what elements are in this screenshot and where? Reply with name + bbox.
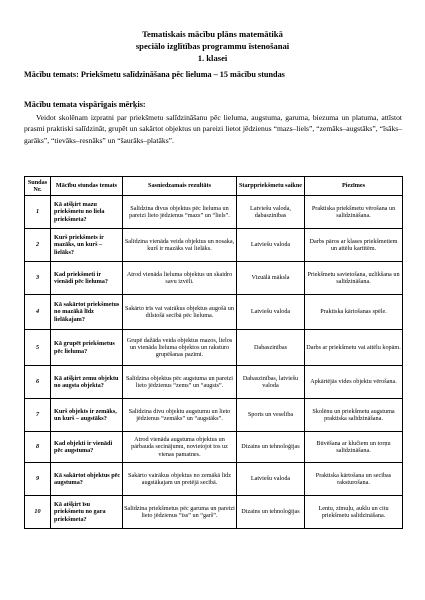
row-link: Dizains un tehnoloģijas bbox=[237, 496, 305, 529]
row-number: 10 bbox=[25, 496, 51, 529]
lesson-plan-table bbox=[24, 176, 403, 529]
row-number: 6 bbox=[25, 366, 51, 399]
table-row bbox=[25, 262, 403, 295]
title-line-1: Tematiskais mācību plāns matemātikā bbox=[142, 29, 283, 39]
table-header-row bbox=[25, 177, 403, 196]
row-result: Salīdzina objektus pēc augstuma un pareizi lieto jēdzienus “zems” un “augsts”. bbox=[123, 366, 237, 399]
header-nr: Sundas Nr. bbox=[25, 177, 51, 196]
row-topic: Kurš objekts ir zemāks, un kurš – augstāks? bbox=[51, 399, 123, 432]
row-notes: Apkārtējās vides objektu vērošana. bbox=[305, 366, 403, 399]
row-notes: Būvēšana ar klučiem un torņu salīdzināšana. bbox=[305, 432, 403, 463]
row-number: 3 bbox=[25, 262, 51, 295]
title-line-2: speciālo izglītības programmu īstenošanai bbox=[135, 41, 290, 51]
row-link: Dabaszinības bbox=[237, 330, 305, 366]
row-link: Dizains un tehnoloģijas bbox=[237, 432, 305, 463]
table-row bbox=[25, 463, 403, 496]
row-number: 9 bbox=[25, 463, 51, 496]
row-result: Atrod vienāda lieluma objektus un skaidro savu izvēli. bbox=[123, 262, 237, 295]
row-link: Dabaszinības, latviešu valoda bbox=[237, 366, 305, 399]
table-row bbox=[25, 399, 403, 432]
table-row bbox=[25, 295, 403, 330]
header-topic: Mācību stundas temats bbox=[51, 177, 123, 196]
row-link: Sports un veselība bbox=[237, 399, 305, 432]
row-result: Sakārto trīs vai vairākus objektus augošā un dilstošā secībā pēc lieluma. bbox=[123, 295, 237, 330]
table-row bbox=[25, 229, 403, 262]
row-result: Sakārto vairākus objektus no zemākā līdz augstākajam un pretējā secībā. bbox=[123, 463, 237, 496]
table-row bbox=[25, 366, 403, 399]
row-number: 7 bbox=[25, 399, 51, 432]
row-result: Salīdzina priekšmetus pēc garuma un pareizi lieto jēdzienus “īss” un “garš”. bbox=[123, 496, 237, 529]
row-topic: Kā atšķirt īsu priekšmetu no gara priekšmeta? bbox=[51, 496, 123, 529]
objective-heading: Mācību temata vispārīgais mērķis: bbox=[24, 100, 146, 109]
row-number: 4 bbox=[25, 295, 51, 330]
table-row bbox=[25, 496, 403, 529]
row-topic: Kā atšķirt zemu objektu no augsta objekta? bbox=[51, 366, 123, 399]
row-result: Salīdzina divus objektus pēc lieluma un pareizi lieto jēdzienus “mazs” un “liels”. bbox=[123, 196, 237, 229]
row-topic: Kā sakārtot objektus pēc augstuma? bbox=[51, 463, 123, 496]
title-line-3: 1. klasei bbox=[197, 53, 228, 63]
row-notes: Lentu, zīmuļu, auklu un citu priekšmetu salīdzināšana. bbox=[305, 496, 403, 529]
row-topic: Kā grupēt priekšmetus pēc lieluma? bbox=[51, 330, 123, 366]
row-number: 8 bbox=[25, 432, 51, 463]
objective-text: Veidot skolēnam izpratni par priekšmetu salīdzināšanu pēc lieluma, augstuma, garuma, biezuma un platuma, attīstot prasmi praktiski salīdzināt, grupēt un sakārtot objektus un pareizi lietot jēdzienus “mazs–liels”, “zemāks–augstāks”, “īsāks–garāks”, “tievāks–resnāks” un “šaurāks–platāks”. bbox=[24, 113, 402, 145]
header-link: Starppriekšmetu saikne bbox=[237, 177, 305, 196]
row-topic: Kā sakārtot priekšmetus no mazākā līdz lielākajam? bbox=[51, 295, 123, 330]
row-link: Latviešu valoda bbox=[237, 295, 305, 330]
row-notes: Priekšmetu savietošana, uzlikšana un salīdzināšana. bbox=[305, 262, 403, 295]
row-topic: Kurš priekšmets ir mazāks, un kurš – lielāks? bbox=[51, 229, 123, 262]
row-link: Latviešu valoda bbox=[237, 463, 305, 496]
table-row bbox=[25, 330, 403, 366]
row-topic: Kā atšķirt mazu priekšmetu no liela priekšmeta? bbox=[51, 196, 123, 229]
document-title bbox=[0, 28, 425, 64]
subject-line: Mācību temats: Priekšmetu salīdzināšana pēc lieluma – 15 mācību stundas bbox=[24, 70, 285, 79]
row-number: 5 bbox=[25, 330, 51, 366]
row-notes: Darbs pāros ar klases priekšmetiem un attēlu kartītēm. bbox=[305, 229, 403, 262]
row-notes: Praktiska kārtošana un secības raksturošana. bbox=[305, 463, 403, 496]
row-result: Salīdzina divu objektu augstumu un lieto jēdzienus “zemāks” un “augstāks”. bbox=[123, 399, 237, 432]
row-notes: Praktiska kārtošanas spēle. bbox=[305, 295, 403, 330]
row-link: Vizuālā māksla bbox=[237, 262, 305, 295]
row-number: 2 bbox=[25, 229, 51, 262]
table-row bbox=[25, 196, 403, 229]
row-topic: Kad objekti ir vienādi pēc augstuma? bbox=[51, 432, 123, 463]
row-topic: Kad priekšmeti ir vienādi pēc lieluma? bbox=[51, 262, 123, 295]
row-result: Grupē dažāda veida objektus mazos, lielos un vienāda lieluma objektos un raksturo grupēšanas pazīmi. bbox=[123, 330, 237, 366]
table-body bbox=[25, 196, 403, 529]
row-notes: Darbs ar priekšmetu vai attēlu kopām. bbox=[305, 330, 403, 366]
row-result: Salīdzina vienāda veida objektus un nosaka, kurš ir mazāks vai lielāks. bbox=[123, 229, 237, 262]
row-link: Latviešu valoda, dabaszinības bbox=[237, 196, 305, 229]
row-link: Latviešu valoda bbox=[237, 229, 305, 262]
row-notes: Praktiska priekšmetu vērošana un salīdzināšana. bbox=[305, 196, 403, 229]
row-notes: Skolēnu un priekšmetu augstuma praktiska salīdzināšana. bbox=[305, 399, 403, 432]
table-row bbox=[25, 432, 403, 463]
row-result: Atrod vienāda augstuma objektus un pārbauda secinājumu, novietojot tos uz vienas pamatnes. bbox=[123, 432, 237, 463]
row-number: 1 bbox=[25, 196, 51, 229]
header-result: Sasniedzamais rezultāts bbox=[123, 177, 237, 196]
header-notes: Piezīmes bbox=[305, 177, 403, 196]
